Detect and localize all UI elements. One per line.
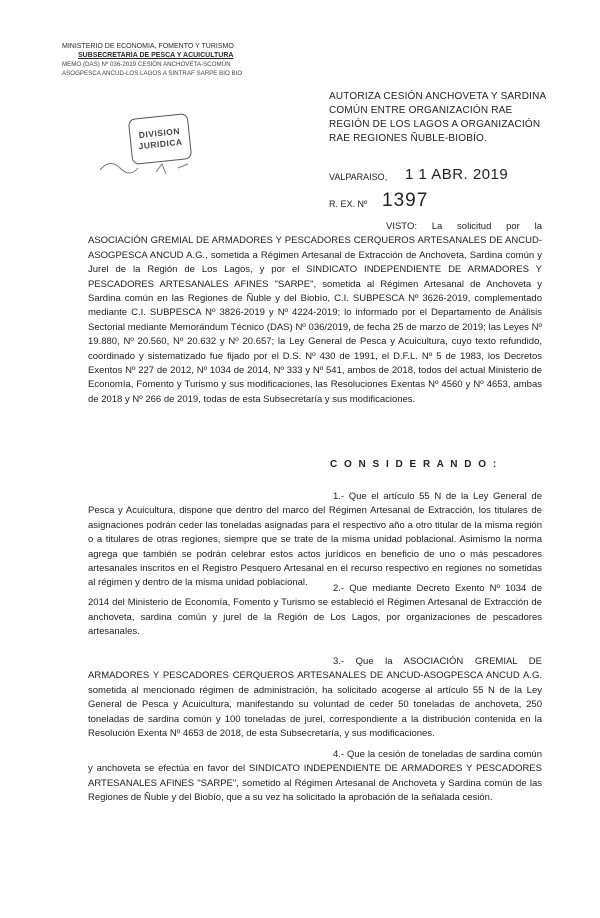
stamp-line2: JURIDICA — [138, 136, 184, 152]
handwritten-mark-icon — [96, 150, 206, 180]
resolution-label: R. EX. Nº — [329, 199, 368, 209]
memo-reference-line1: MEMO (DAS) Nº 036-2019 CESION ANCHOVETA-SCOMÚN — [62, 61, 231, 68]
considerando-paragraph-3: 3.- Que la ASOCIACIÓN GREMIAL DE ARMADORES Y PESCADORES CERQUEROS ARTESANALES DE ANCUD-ASOGPESCA ANCUD A.G. sometida al mencionado régimen de administración, ha solicitado acogerse al artículo 55 N de la Ley General de Pesca y Acuicultura, manifestando su voluntad de ceder 50 toneladas de anchoveta, 250 toneladas de sardina común y 100 toneladas de jurel, correspondiente a la distribución contenida en la Resolución Exenta Nº 4653 de 2018, de esta Subsecretaría, y sus modificaciones. — [88, 656, 542, 740]
considerando-paragraph-2: 2.- Que mediante Decreto Exento Nº 1034 de 2014 del Ministerio de Economía, Fomento y Turismo se estableció el Régimen Artesanal de Extracción de anchoveta, sardina común y jurel de la Región de Los Lagos, por organizaciones de pescadores artesanales. — [88, 583, 542, 638]
subsecretaria-name: SUBSECRETARÍA DE PESCA Y ACUICULTURA — [78, 52, 234, 59]
considerando-paragraph-4: 4.- Que la cesión de toneladas de sardina común y anchoveta se efectúa en favor del SINDICATO INDEPENDIENTE DE ARMADORES Y PESCADORES ARTESANALES AFINES "SARPE", sometido al Régimen Artesanal de Anchoveta y Sardina común de las Regiones de Ñuble y del Biobío, que a su vez ha solicitado la aprobación de la señalada cesión. — [88, 749, 542, 804]
ministry-name: MINISTERIO DE ECONOMIA, FOMENTO Y TURISMO — [62, 43, 234, 50]
place-label: VALPARAISO, — [329, 172, 388, 182]
document-date: 1 1 ABR. 2019 — [405, 166, 509, 183]
letterhead — [62, 42, 272, 78]
considerando-heading: C O N S I D E R A N D O : — [330, 459, 499, 470]
considerando-paragraph-1: 1.- Que el artículo 55 N de la Ley General de Pesca y Acuicultura, dispone que dentro del marco del Régimen Artesanal de Extracción, los titulares de asignaciones podrán ceder las toneladas asignadas para el respectivo año a otro titular de la misma región o a titulares de otras regiones, siempre que se trate de la misma unidad poblacional. Asimismo la norma agrega que también se podrán celebrar estos actos jurídicos en beneficio de uno o más pescadores artesanales inscritos en el Registro Pesquero Artesanal en el recurso respectivo en regiones no sometidas al régimen y dentro de la misma unidad poblacional. — [88, 491, 542, 589]
stamp-line1: DIVISION — [138, 125, 181, 141]
visto-paragraph: VISTO: La solicitud por la ASOCIACIÓN GREMIAL DE ARMADORES Y PESCADORES CERQUEROS ARTESANALES DE ANCUD-ASOGPESCA ANCUD A.G., sometida a Régimen Artesanal de Extracción de Anchoveta, Sardina común y Jurel de la Región de Los Lagos, y por el SINDICATO INDEPENDIENTE DE ARMADORES Y PESCADORES ARTESANALES AFINES "SARPE", sometida al Régimen Artesanal de Anchoveta y Sardina común en las Regiones de Ñuble y del Biobío, C.I. SUBPESCA Nº 3626-2019, complementado mediante C.I. SUBPESCA Nº 3826-2019 y Nº 4224-2019; lo informado por el Departamento de Análisis Sectorial mediante Memorándum Técnico (DAS) Nº 036/2019, de fecha 25 de marzo de 2019; las Leyes Nº 19.880, Nº 20.560, Nº 20.632 y Nº 20.657; la Ley General de Pesca y Acuicultura, cuyo texto refundido, coordinado y sistematizado fue fijado por el D.S. Nº 430 de 1991, el D.F.L. Nº 5 de 1983, los Decretos Exentos Nº 227 de 2012, Nº 1034 de 2014, Nº 333 y Nº 541, ambos de 2018, todos del actual Ministerio de Economía, Fomento y Turismo y sus modificaciones, las Resoluciones Exentas Nº 4560 y Nº 4653, ambas de 2018 y Nº 266 de 2019, todas de esta Subsecretaría y sus modificaciones. — [88, 221, 542, 405]
document-title: AUTORIZA CESIÓN ANCHOVETA Y SARDINA COMÚN ENTRE ORGANIZACIÓN RAE REGIÓN DE LOS LAGOS A ORGANIZACIÓN RAE REGIONES ÑUBLE-BIOBÍO. — [329, 91, 546, 144]
memo-reference-line2: ASOGPESCA ANCUD-LOS LAGOS A SINTRAF SARPE BIO BIO — [62, 70, 243, 77]
resolution-number: 1397 — [382, 190, 429, 211]
